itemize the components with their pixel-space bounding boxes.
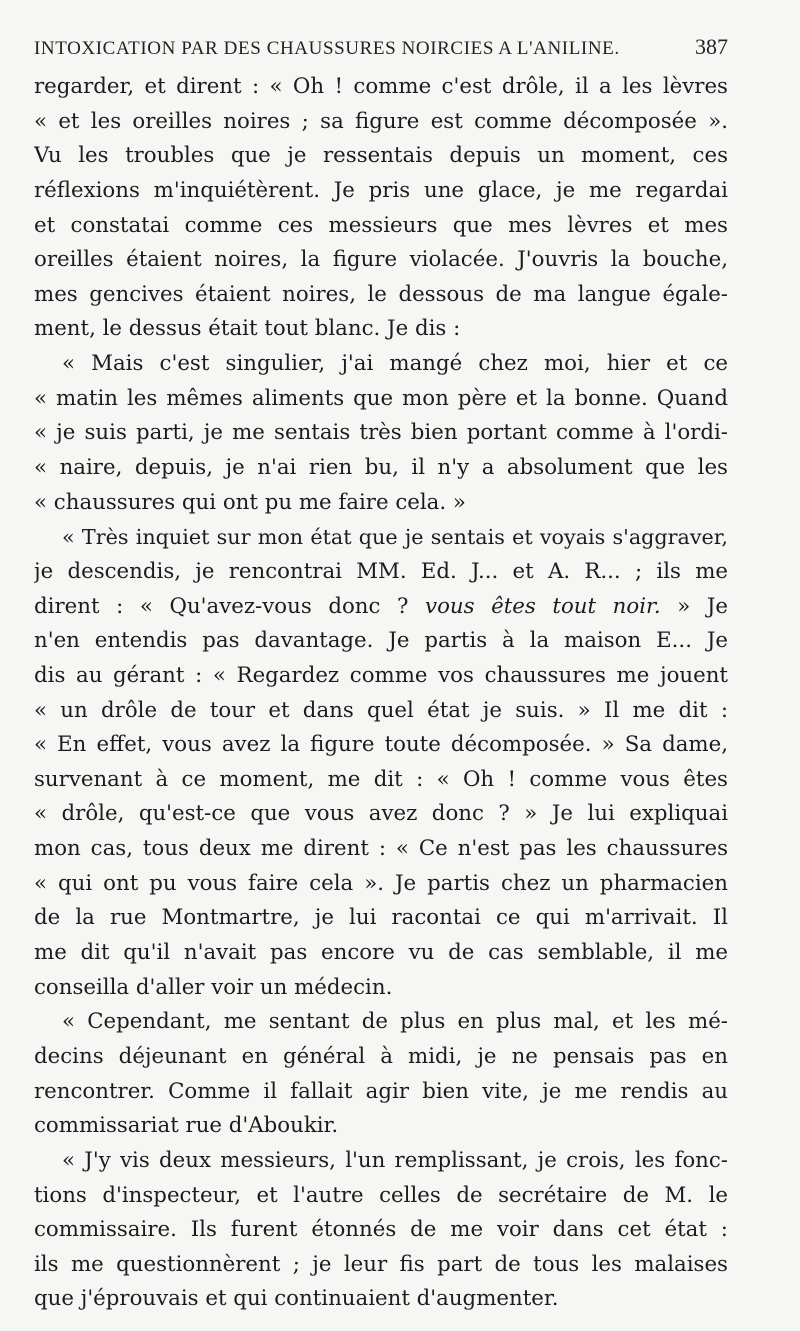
text-line: ils me questionnèrent ; je leur fis part de tous les malaises	[34, 1251, 728, 1277]
text-segment: dirent : « Qu'avez-vous donc ?	[34, 593, 426, 619]
text-line: n'en entendis pas davantage. Je partis à la maison E... Je	[34, 628, 728, 654]
running-title: INTOXICATION PAR DES CHAUSSURES NOIRCIES A L'ANILINE.	[34, 38, 620, 59]
text-line: survenant à ce moment, me dit : « Oh ! comme vous êtes	[34, 766, 728, 792]
text-line: oreilles étaient noires, la figure violacée. J'ouvris la bouche,	[34, 247, 728, 273]
page-number: 387	[695, 34, 728, 59]
text-line: ment, le dessus était tout blanc. Je dis :	[34, 316, 461, 342]
text-line: « je suis parti, je me sentais très bien portant comme à l'ordi-	[34, 420, 728, 446]
text-line: je descendis, je rencontrai MM. Ed. J... et A. R... ; ils me	[34, 558, 728, 584]
text-line: de la rue Montmartre, je lui racontai ce qui m'arrivait. Il	[34, 905, 728, 931]
text-line: decins déjeunant en général à midi, je ne pensais pas en	[34, 1043, 728, 1069]
text-line: « naire, depuis, je n'ai rien bu, il n'y a absolument que les	[34, 455, 728, 481]
text-line: mon cas, tous deux me dirent : « Ce n'est pas les chaussures	[34, 836, 728, 862]
italic-phrase: vous êtes tout noir.	[425, 593, 661, 619]
body-text	[34, 70, 728, 1317]
text-line: « Mais c'est singulier, j'ai mangé chez moi, hier et ce	[62, 351, 728, 377]
text-line: « qui ont pu vous faire cela ». Je partis chez un pharmacien	[34, 870, 728, 896]
text-line: « En effet, vous avez la figure toute décomposée. » Sa dame,	[34, 732, 728, 758]
text-line: rencontrer. Comme il fallait agir bien vite, je me rendis au	[34, 1078, 728, 1104]
text-line: mes gencives étaient noires, le dessous de ma langue égale-	[34, 281, 728, 307]
text-line: « Cependant, me sentant de plus en plus mal, et les mé-	[62, 1009, 728, 1035]
text-line: conseilla d'aller voir un médecin.	[34, 974, 393, 1000]
running-head	[34, 34, 728, 62]
text-segment: » Je	[660, 593, 728, 619]
text-line: commissariat rue d'Aboukir.	[34, 1113, 339, 1139]
text-line: « chaussures qui ont pu me faire cela. »	[34, 489, 466, 515]
text-line: commissaire. Ils furent étonnés de me voir dans cet état :	[34, 1217, 728, 1243]
text-line: réflexions m'inquiétèrent. Je pris une glace, je me regardai	[34, 177, 728, 203]
text-line: regarder, et dirent : « Oh ! comme c'est drôle, il a les lèvres	[34, 74, 728, 99]
text-line: que j'éprouvais et qui continuaient d'augmenter.	[34, 1286, 559, 1312]
text-line: tions d'inspecteur, et l'autre celles de secrétaire de M. le	[34, 1182, 728, 1208]
text-line: « drôle, qu'est-ce que vous avez donc ? » Je lui expliquai	[34, 801, 728, 827]
text-line: « Très inquiet sur mon état que je sentais et voyais s'aggraver,	[62, 525, 728, 550]
text-line: Vu les troubles que je ressentais depuis un moment, ces	[34, 143, 728, 169]
text-line-with-italic	[34, 590, 728, 625]
text-line: « matin les mêmes aliments que mon père et la bonne. Quand	[34, 385, 728, 411]
text-line: et constatai comme ces messieurs que mes lèvres et mes	[34, 212, 728, 238]
text-line: « et les oreilles noires ; sa figure est comme décomposée ».	[34, 108, 728, 134]
text-line: dis au gérant : « Regardez comme vos chaussures me jouent	[34, 662, 728, 688]
text-line: « un drôle de tour et dans quel état je suis. » Il me dit :	[34, 697, 728, 723]
text-line: « J'y vis deux messieurs, l'un remplissant, je crois, les fonc-	[62, 1147, 728, 1173]
text-line: me dit qu'il n'avait pas encore vu de cas semblable, il me	[34, 940, 728, 966]
